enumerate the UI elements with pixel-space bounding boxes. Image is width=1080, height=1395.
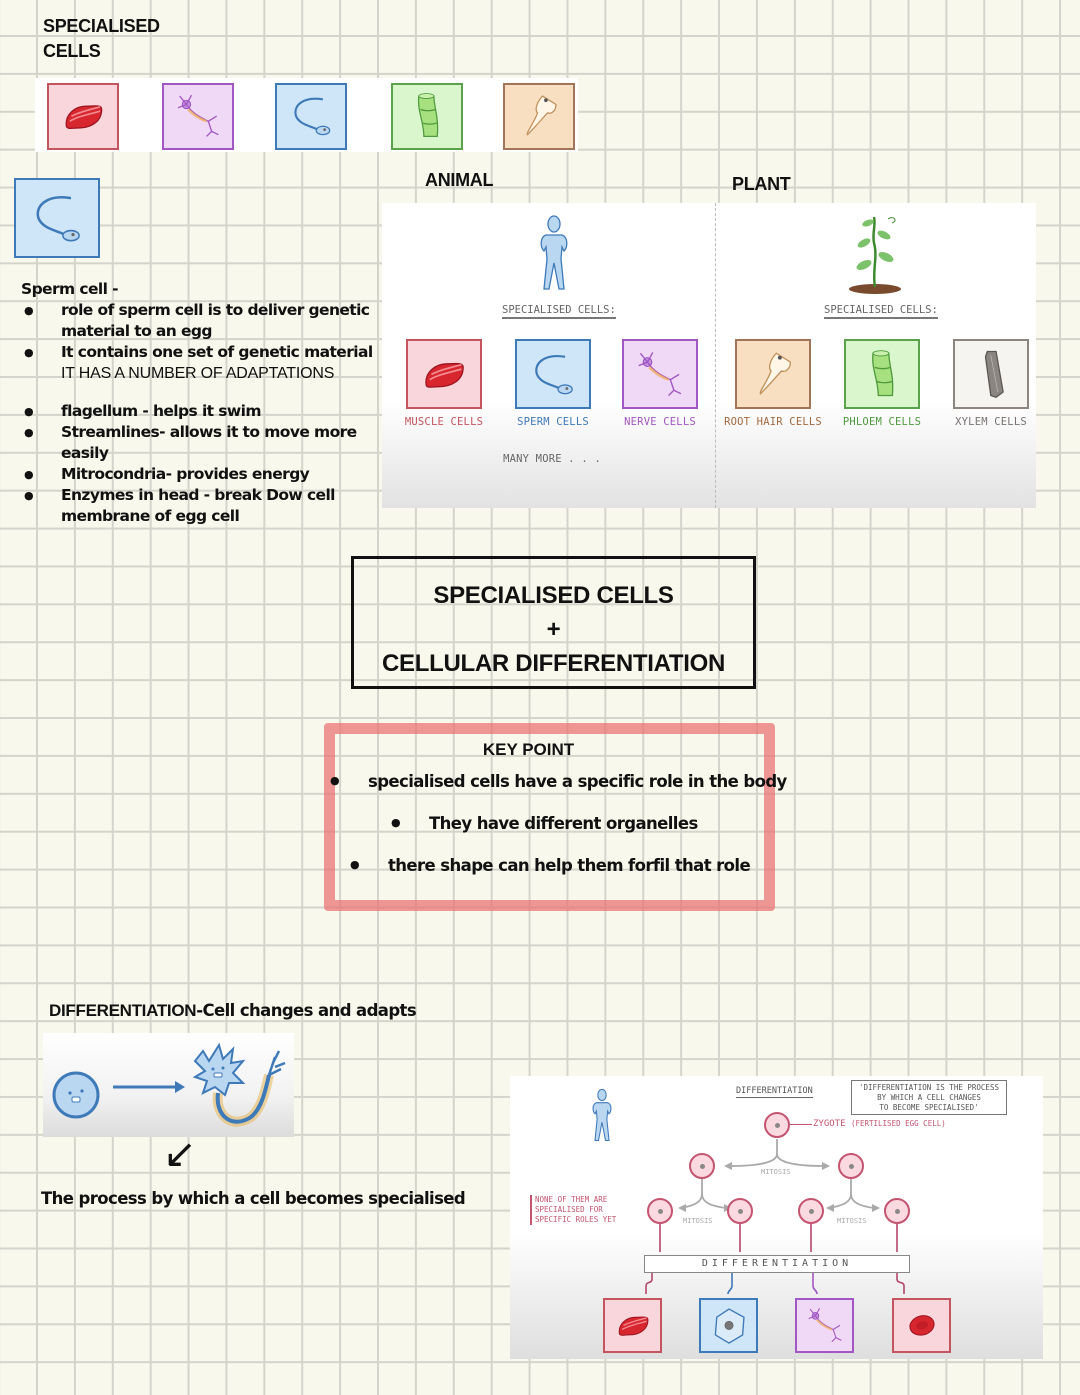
muscle-cells-caption: MUSCLE CELLS	[404, 416, 484, 428]
main-title-plus: +	[546, 616, 561, 643]
note-item: ● It contains one set of genetic material IT HAS A NUMBER OF ADAPTATIONS	[21, 342, 386, 384]
phloem-cell-icon	[844, 339, 920, 409]
daughter-cell-icon	[884, 1198, 910, 1224]
bullet: ●	[350, 858, 359, 871]
differentiation-diagram	[510, 1076, 1043, 1359]
animal-heading: ANIMAL	[425, 170, 494, 190]
down-left-arrow-icon: ↙	[163, 1131, 197, 1177]
plant-heading: PLANT	[732, 174, 791, 194]
root-hair-cells-caption: ROOT HAIR CELLS	[724, 416, 822, 428]
sperm-cell-notes	[21, 278, 386, 527]
key-point-item: ● They have different organelles	[391, 814, 698, 833]
zygote-label: ZYGOTE (FERTILISED EGG CELL)	[813, 1119, 946, 1129]
daughter-cell-icon	[838, 1153, 864, 1179]
key-point-item: ● specialised cells have a specific role in the body	[330, 772, 787, 791]
phloem-cell-icon	[391, 83, 463, 150]
daughter-cell-icon	[727, 1198, 753, 1224]
bullet: ●	[330, 774, 339, 787]
sperm-cell-icon	[515, 339, 591, 409]
main-title-line2: CELLULAR DIFFERENTIATION	[382, 650, 725, 677]
plant-icon	[844, 213, 906, 297]
main-title-line1: SPECIALISED CELLS	[433, 582, 674, 609]
human-figure-icon	[534, 215, 574, 293]
cell-icon-strip	[35, 78, 578, 152]
differentiation-illustration	[43, 1033, 294, 1137]
root-hair-cell-icon	[503, 83, 575, 150]
bullet: ●	[391, 816, 400, 829]
epithelial-cell-icon	[699, 1298, 758, 1353]
adaptations-list	[21, 401, 386, 527]
muscle-cell-icon	[47, 83, 119, 150]
sperm-notes-heading: Sperm cell -	[21, 280, 118, 298]
mitosis-label: MITOSIS	[761, 1168, 791, 1176]
sperm-notes-list	[21, 300, 386, 384]
diagram-title: DIFFERENTIATION	[736, 1086, 813, 1096]
unspecialised-note: NONE OF THEM ARE SPECIALISED FOR SPECIFIC ROLES YET	[530, 1195, 616, 1225]
nerve-cell-icon	[795, 1298, 854, 1353]
adaptation-item: ● Mitrocondria- provides energy	[21, 464, 386, 485]
page-title	[43, 14, 160, 64]
many-more-caption: MANY MORE . . .	[503, 453, 601, 465]
differentiation-bar: DIFFERENTIATION	[644, 1255, 910, 1273]
key-point-content	[324, 723, 787, 911]
page-title-line2: CELLS	[43, 41, 101, 61]
panel-divider	[715, 203, 716, 508]
mitosis-label: MITOSIS	[837, 1217, 867, 1225]
daughter-cell-icon	[647, 1198, 673, 1224]
daughter-cell-icon	[798, 1198, 824, 1224]
nerve-cell-icon	[195, 1045, 243, 1095]
daughter-cell-icon	[689, 1153, 715, 1179]
phloem-cells-caption: PHLOEM CELLS	[842, 416, 922, 428]
red-blood-cell-icon	[892, 1298, 951, 1353]
adaptation-item: ● Enzymes in head - break Dow cell membrane of egg cell	[21, 485, 386, 527]
xylem-cells-caption: XYLEM CELLS	[955, 416, 1027, 428]
nerve-cells-caption: NERVE CELLS	[624, 416, 696, 428]
note-item: ● role of sperm cell is to deliver genetic material to an egg	[21, 300, 386, 342]
nerve-cell-icon	[162, 83, 234, 150]
key-point-heading: KEY POINT	[482, 740, 575, 759]
key-point-item: ● there shape can help them forfil that role	[350, 856, 751, 875]
muscle-cell-icon	[603, 1298, 662, 1353]
page-title-line1: SPECIALISED	[43, 16, 160, 36]
main-title-box	[351, 556, 756, 689]
differentiation-definition: The process by which a cell becomes specialised	[41, 1189, 466, 1208]
animal-plant-panel	[382, 203, 1036, 508]
sperm-cell-icon	[14, 178, 100, 258]
definition-quote-box: 'DIFFERENTIATION IS THE PROCESS BY WHICH A CELL CHANGES TO BECOME SPECIALISED'	[851, 1080, 1007, 1115]
plant-specialised-label: SPECIALISED CELLS:	[824, 304, 938, 319]
adaptations-heading: IT HAS A NUMBER OF ADAPTATIONS	[61, 365, 335, 382]
xylem-cell-icon	[953, 339, 1029, 409]
nerve-cell-icon	[622, 339, 698, 409]
root-hair-cell-icon	[735, 339, 811, 409]
animal-specialised-label: SPECIALISED CELLS:	[502, 304, 616, 319]
mitosis-label: MITOSIS	[683, 1217, 713, 1225]
stem-cell-icon	[54, 1073, 98, 1117]
adaptation-item: ● flagellum - helps it swim	[21, 401, 386, 422]
differentiation-heading: DIFFERENTIATION-Cell changes and adapts	[49, 1001, 417, 1020]
adaptation-item: ● Streamlines- allows it to move more easily	[21, 422, 386, 464]
muscle-cell-icon	[406, 339, 482, 409]
sperm-cells-caption: SPERM CELLS	[517, 416, 589, 428]
sperm-cell-icon	[275, 83, 347, 150]
